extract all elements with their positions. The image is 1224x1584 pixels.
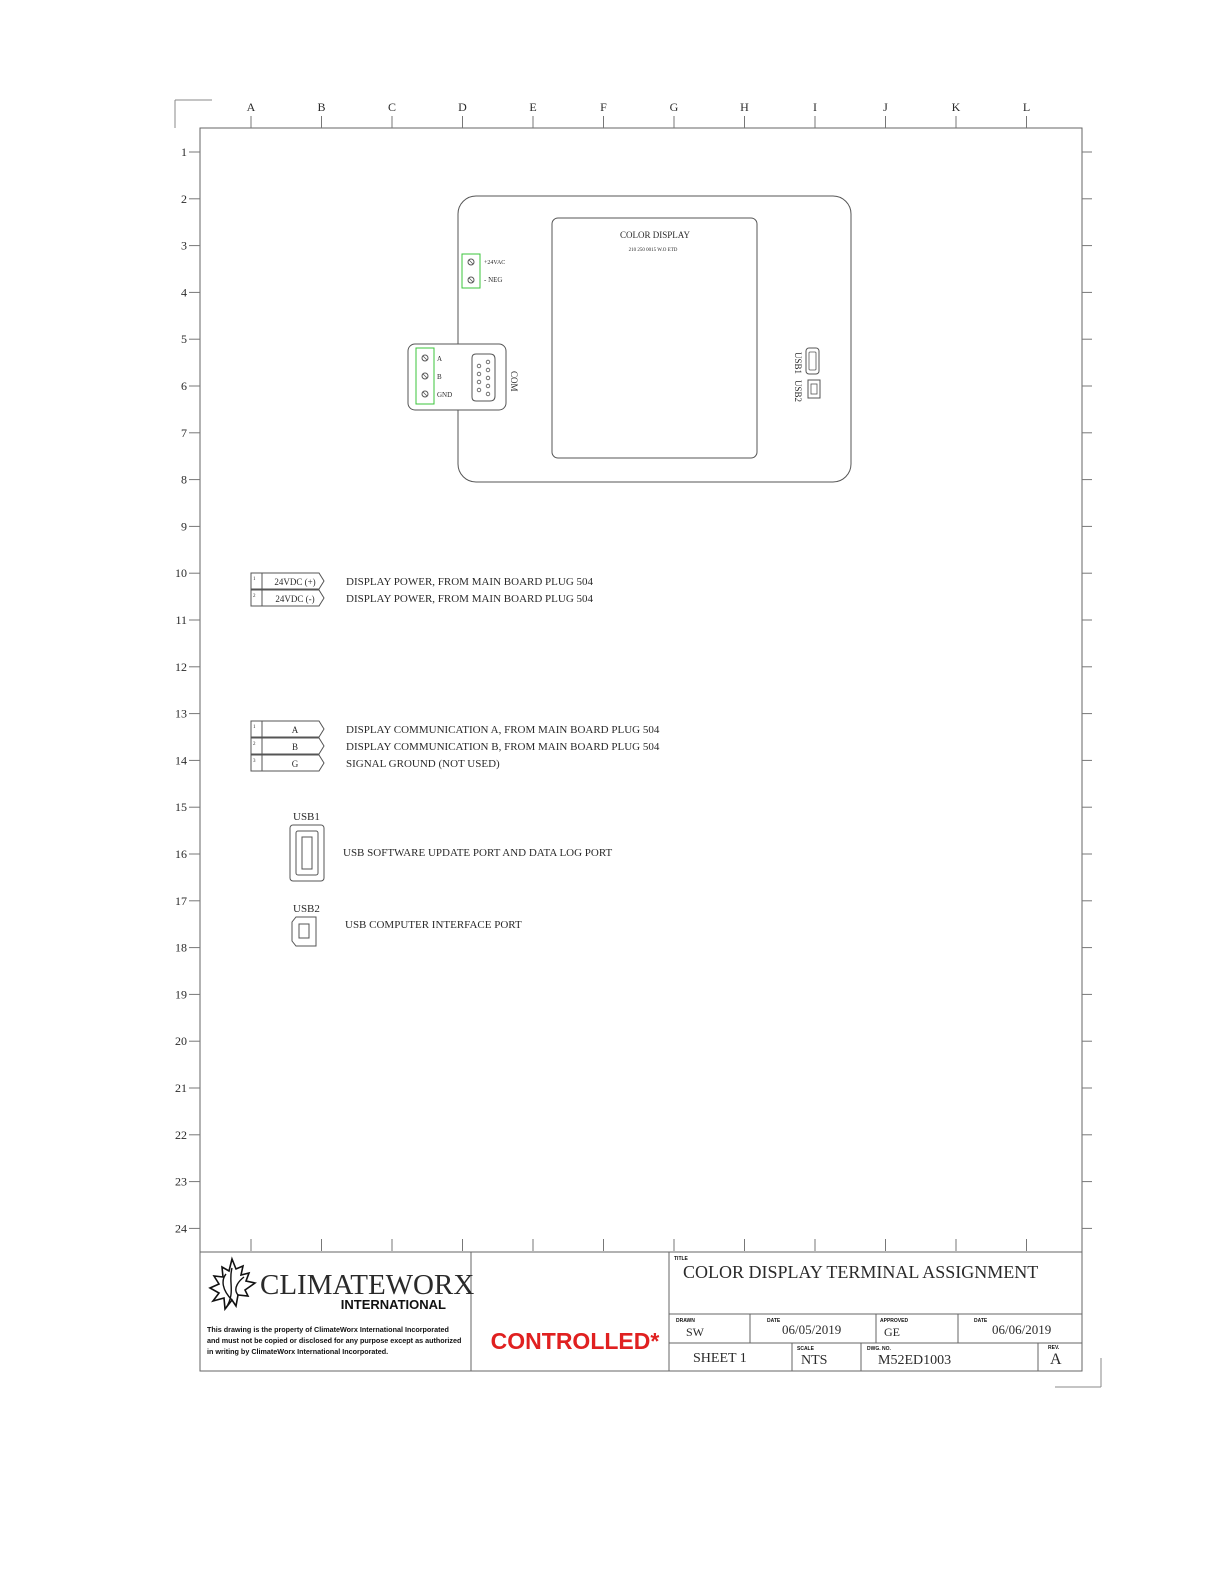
grid-column-label: C <box>387 100 397 114</box>
drawn-caption: DRAWN <box>676 1318 695 1324</box>
pin-description: DISPLAY POWER, FROM MAIN BOARD PLUG 504 <box>346 593 594 605</box>
plug-pin-row <box>251 738 660 754</box>
grid-column-label: G <box>669 100 679 114</box>
sheet-number: SHEET 1 <box>693 1351 747 1366</box>
scale-value: NTS <box>801 1353 828 1368</box>
display-unit <box>408 196 851 482</box>
grid-row-label: 21 <box>175 1081 187 1095</box>
property-notice-line: This drawing is the property of ClimateWorx International Incorporated <box>207 1325 449 1334</box>
rev-caption: REV. <box>1048 1345 1060 1351</box>
drawn-by: SW <box>686 1325 704 1339</box>
plug-pin-row <box>251 590 594 606</box>
property-notice-line: in writing by ClimateWorx International Incorporated. <box>207 1347 389 1356</box>
grid-row-label: 18 <box>175 940 187 955</box>
grid-column-label: D <box>458 100 467 114</box>
comm-plug <box>251 721 660 771</box>
grid-row-label: 11 <box>175 613 187 627</box>
grid-row-label: 20 <box>175 1034 187 1049</box>
pin-description: DISPLAY COMMUNICATION A, FROM MAIN BOARD PLUG 504 <box>346 724 660 736</box>
power-plug <box>251 573 594 606</box>
pin-number: 2 <box>253 594 256 599</box>
pin-number: 3 <box>253 759 256 764</box>
grid-row-label: 6 <box>181 379 187 393</box>
controlled-stamp: CONTROLLED* <box>490 1328 660 1354</box>
grid-column-labels <box>247 100 1031 1251</box>
grid-row-label: 23 <box>175 1174 187 1189</box>
approved-by: GE <box>884 1325 900 1339</box>
date-caption: DATE <box>974 1318 988 1324</box>
display-part-number: 210 250 0015 W.O ETD <box>628 248 678 253</box>
grid-row-label: 16 <box>175 847 187 861</box>
date-caption: DATE <box>767 1318 781 1324</box>
display-screen <box>552 218 757 458</box>
grid-column-label: I <box>813 100 817 114</box>
approved-caption: APPROVED <box>880 1318 909 1324</box>
dwg-caption: DWG. NO. <box>867 1346 891 1352</box>
pin-description: DISPLAY POWER, FROM MAIN BOARD PLUG 504 <box>346 576 594 588</box>
drawn-date: 06/05/2019 <box>782 1322 842 1337</box>
grid-column-label: F <box>600 100 607 114</box>
pin-description: SIGNAL GROUND (NOT USED) <box>346 758 500 770</box>
pin-label: B <box>291 742 299 752</box>
grid-row-label: 7 <box>181 425 187 440</box>
grid-row-label: 19 <box>175 987 187 1002</box>
usb2-connector-icon <box>292 917 316 946</box>
maple-leaf-logo-icon <box>210 1259 255 1309</box>
property-notice-line: and must not be copied or disclosed for any purpose except as authorized <box>207 1336 462 1345</box>
com-label: COM <box>509 371 519 392</box>
company-name: CLIMATEWORX <box>260 1269 475 1301</box>
usb1-connector-icon <box>290 825 324 881</box>
grid-row-label: 22 <box>175 1127 187 1142</box>
grid-column-label: K <box>951 100 961 114</box>
grid-column-label: J <box>883 100 888 114</box>
title-caption: TITLE <box>674 1256 688 1262</box>
grid-column-label: B <box>317 100 326 114</box>
pin-number: 1 <box>253 577 256 582</box>
grid-row-label: 14 <box>175 753 187 768</box>
crop-mark-bottom-right <box>1055 1358 1101 1387</box>
com-term-gnd: GND <box>437 391 453 399</box>
pin-number: 1 <box>253 725 256 730</box>
grid-row-label: 4 <box>181 285 187 300</box>
grid-row-label: 24 <box>175 1221 187 1236</box>
grid-row-label: 8 <box>181 472 187 487</box>
usb1-description: USB SOFTWARE UPDATE PORT AND DATA LOG PORT <box>343 847 613 859</box>
pin-label: A <box>291 725 299 735</box>
com-term-a: A <box>437 355 443 363</box>
usb-legend <box>290 811 613 946</box>
grid-column-label: A <box>246 100 256 114</box>
display-title: COLOR DISPLAY <box>620 230 690 240</box>
company-subtitle: INTERNATIONAL <box>340 1297 446 1312</box>
grid-row-label: 12 <box>175 659 187 674</box>
grid-column-label: H <box>740 100 749 114</box>
scale-caption: SCALE <box>797 1346 814 1352</box>
grid-row-label: 15 <box>175 800 187 815</box>
power-term-neg: - NEG <box>484 276 503 284</box>
title-block <box>200 1252 1082 1371</box>
power-term-pos: +24VAC <box>484 260 506 266</box>
usb2-description: USB COMPUTER INTERFACE PORT <box>345 919 522 931</box>
grid-row-label: 1 <box>181 145 187 159</box>
usb2-label: USB2 <box>793 380 803 403</box>
approved-date: 06/06/2019 <box>992 1322 1052 1337</box>
pin-description: DISPLAY COMMUNICATION B, FROM MAIN BOARD PLUG 504 <box>346 741 660 753</box>
drawing-title: COLOR DISPLAY TERMINAL ASSIGNMENT <box>683 1262 1039 1282</box>
revision: A <box>1050 1351 1062 1368</box>
drawing-number: M52ED1003 <box>878 1353 952 1368</box>
crop-mark-top-left <box>175 100 212 128</box>
pin-label: G <box>291 759 299 769</box>
plug-pin-row <box>251 721 660 737</box>
usb2-port-icon <box>808 380 820 398</box>
plug-pin-row <box>251 573 594 589</box>
pin-label: 24VDC (-) <box>275 594 315 604</box>
pin-number: 2 <box>253 742 256 747</box>
grid-row-labels <box>175 145 1092 1235</box>
grid-row-label: 13 <box>175 706 187 721</box>
grid-row-label: 9 <box>181 519 187 534</box>
grid-row-label: 17 <box>175 893 187 908</box>
usb2-legend-label: USB2 <box>293 903 320 915</box>
grid-column-label: E <box>529 100 537 114</box>
grid-row-label: 10 <box>175 566 187 581</box>
grid-row-label: 3 <box>181 238 187 253</box>
com-term-b: B <box>437 373 442 381</box>
grid-row-label: 2 <box>181 191 187 206</box>
grid-row-label: 5 <box>181 332 187 347</box>
pin-label: 24VDC (+) <box>274 577 316 587</box>
usb1-legend-label: USB1 <box>293 811 320 823</box>
usb1-label: USB1 <box>793 352 803 375</box>
plug-pin-row <box>251 755 500 771</box>
grid-column-label: L <box>1022 100 1031 114</box>
